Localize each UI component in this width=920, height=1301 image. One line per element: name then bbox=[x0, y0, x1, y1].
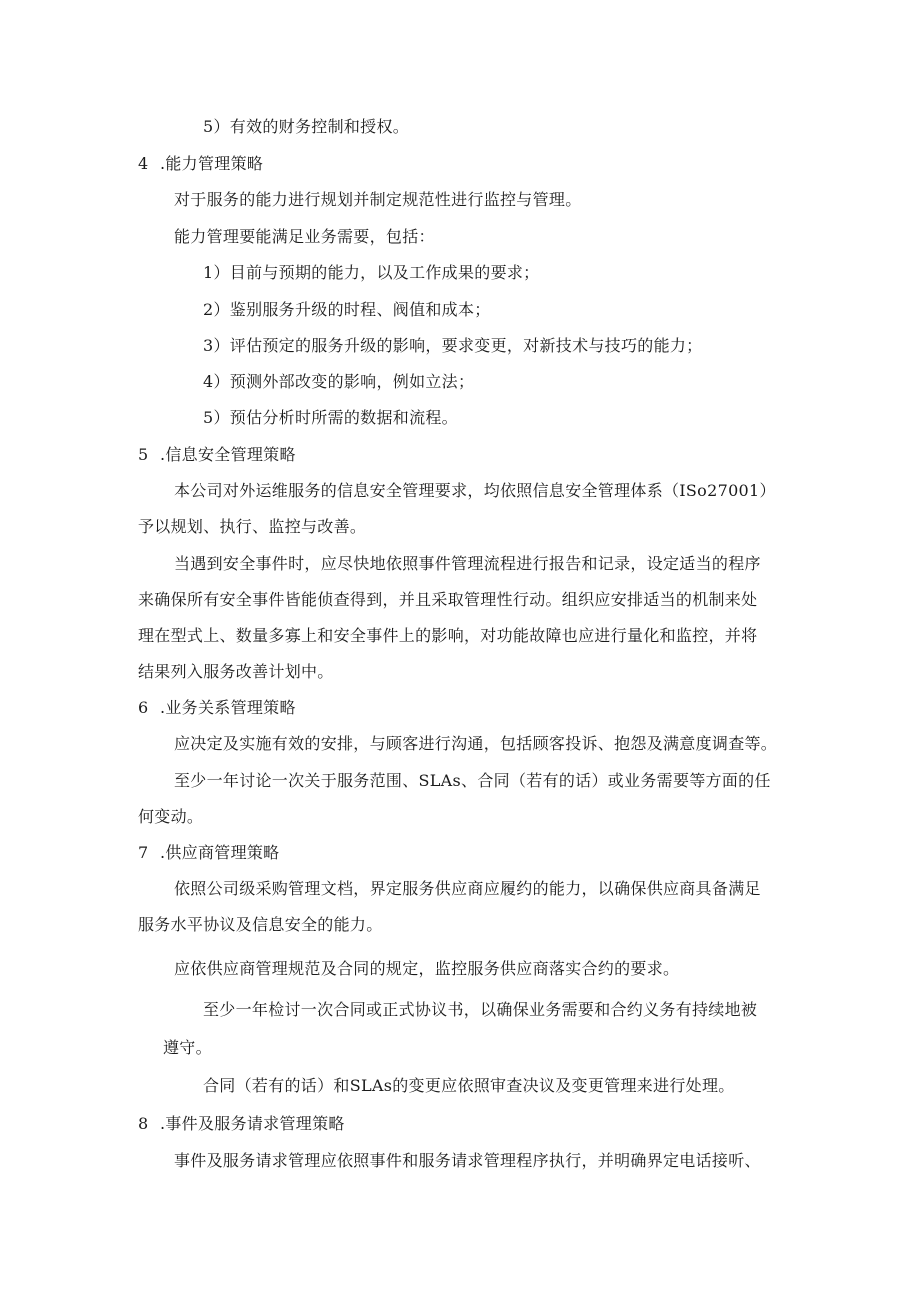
section-title: .业务关系管理策略 bbox=[160, 698, 296, 717]
paragraph-line: 至少一年讨论一次关于服务范围、SLAs、合同（若有的话）或业务需要等方面的任 bbox=[174, 771, 771, 790]
paragraph-line: 应依供应商管理规范及合同的规定，监控服务供应商落实合约的要求。 bbox=[174, 959, 680, 978]
paragraph-line: 至少一年检讨一次合同或正式协议书，以确保业务需要和合约义务有持续地被 bbox=[203, 1000, 758, 1019]
list-item: 3）评估预定的服务升级的影响，要求变更，对新技术与技巧的能力； bbox=[203, 336, 703, 355]
paragraph-line: 理在型式上、数量多寡上和安全事件上的影响，对功能故障也应进行量化和监控，并将 bbox=[138, 626, 758, 645]
section-heading bbox=[138, 697, 296, 719]
section-number: 8 bbox=[138, 1114, 149, 1133]
paragraph-line: 服务水平协议及信息安全的能力。 bbox=[138, 915, 383, 934]
paragraph-line: 合同（若有的话）和SLAs的变更应依照审查决议及变更管理来进行处理。 bbox=[203, 1076, 735, 1095]
list-item: 4）预测外部改变的影响，例如立法； bbox=[203, 372, 475, 391]
section-title: .供应商管理策略 bbox=[160, 843, 280, 862]
section-heading bbox=[138, 1113, 345, 1135]
paragraph-line: 能力管理要能满足业务需要，包括： bbox=[174, 227, 435, 246]
list-item: 5）有效的财务控制和授权。 bbox=[203, 117, 410, 136]
paragraph-line: 结果列入服务改善计划中。 bbox=[138, 662, 334, 681]
paragraph-line: 依照公司级采购管理文档，界定服务供应商应履约的能力，以确保供应商具备满足 bbox=[174, 879, 761, 898]
paragraph-line: 本公司对外运维服务的信息安全管理要求，均依照信息安全管理体系（ISo27001） bbox=[174, 481, 776, 500]
section-number: 4 bbox=[138, 154, 149, 173]
paragraph-line: 事件及服务请求管理应依照事件和服务请求管理程序执行，并明确界定电话接听、 bbox=[174, 1151, 761, 1170]
section-heading bbox=[138, 444, 296, 466]
list-item: 1）目前与预期的能力，以及工作成果的要求； bbox=[203, 263, 540, 282]
paragraph-line: 当遇到安全事件时，应尽快地依照事件管理流程进行报告和记录，设定适当的程序 bbox=[174, 554, 761, 573]
section-title: .事件及服务请求管理策略 bbox=[160, 1114, 345, 1133]
paragraph-line: 对于服务的能力进行规划并制定规范性进行监控与管理。 bbox=[174, 190, 582, 209]
section-heading bbox=[138, 153, 263, 175]
list-item: 2）鉴别服务升级的时程、阀值和成本； bbox=[203, 300, 491, 319]
section-title: .信息安全管理策略 bbox=[160, 445, 296, 464]
section-title: .能力管理策略 bbox=[160, 154, 264, 173]
paragraph-line: 来确保所有安全事件皆能侦查得到，并且采取管理性行动。组织应安排适当的机制来处 bbox=[138, 590, 758, 609]
section-number: 5 bbox=[138, 445, 149, 464]
paragraph-line: 遵守。 bbox=[163, 1038, 212, 1057]
section-heading bbox=[138, 842, 280, 864]
section-number: 6 bbox=[138, 698, 149, 717]
paragraph-line: 何变动。 bbox=[138, 807, 204, 826]
list-item: 5）预估分析时所需的数据和流程。 bbox=[203, 408, 458, 427]
section-number: 7 bbox=[138, 843, 149, 862]
paragraph-line: 应决定及实施有效的安排，与顾客进行沟通，包括顾客投诉、抱怨及满意度调查等。 bbox=[174, 734, 778, 753]
paragraph-line: 予以规划、执行、监控与改善。 bbox=[138, 517, 367, 536]
